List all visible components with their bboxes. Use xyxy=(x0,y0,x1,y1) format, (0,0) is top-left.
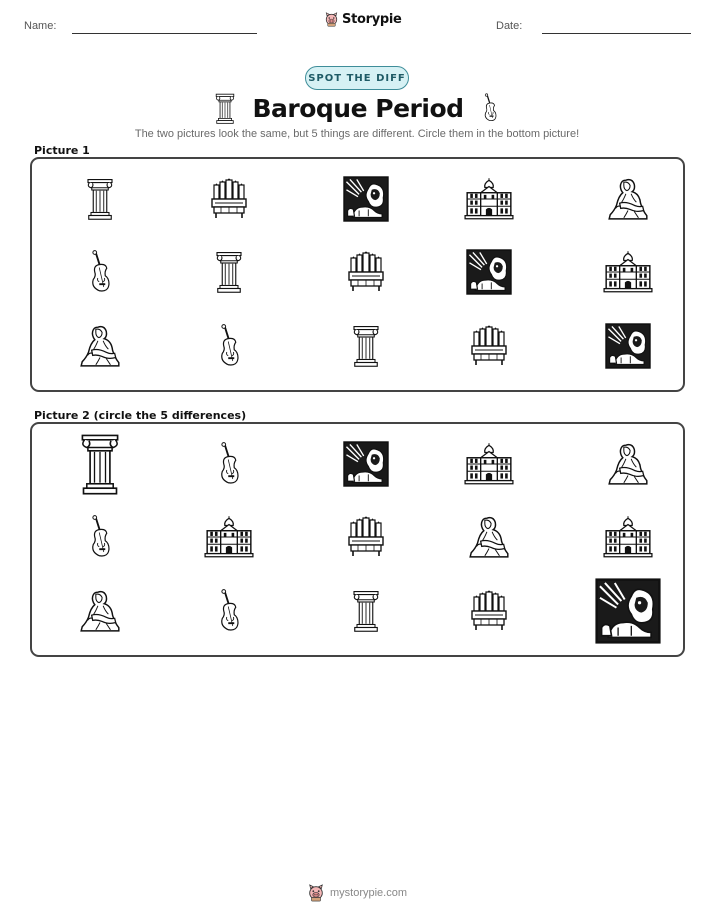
picture1-cell-1-3 xyxy=(343,176,389,222)
picture1-cell-3-5 xyxy=(605,323,651,369)
instructions: The two pictures look the same, but 5 things are different. Circle them in the bottom picture! xyxy=(134,128,580,140)
picture1-label: Picture 1 xyxy=(34,144,90,157)
picture2-cell-1-3[interactable] xyxy=(343,441,389,487)
picture2-cell-2-1[interactable] xyxy=(85,514,115,560)
violin-icon xyxy=(214,588,244,634)
column-icon xyxy=(351,322,381,370)
picture2-cell-1-1[interactable] xyxy=(78,430,122,498)
column-icon xyxy=(351,587,381,635)
picture2-cell-2-4[interactable] xyxy=(466,513,512,561)
picture2-cell-3-4[interactable] xyxy=(469,590,509,632)
date-field[interactable] xyxy=(542,33,691,34)
date-label: Date: xyxy=(496,20,523,32)
picture1-cell-1-4 xyxy=(463,178,515,220)
lion-icon xyxy=(466,249,512,295)
pieta-icon xyxy=(605,175,651,223)
organ-icon xyxy=(469,325,509,367)
violin-icon xyxy=(214,441,244,487)
footer xyxy=(0,884,714,902)
picture1-cell-3-1 xyxy=(77,322,123,370)
column-icon xyxy=(214,92,236,125)
picture1-panel xyxy=(30,157,685,392)
picture2-cell-3-5[interactable] xyxy=(595,578,661,644)
picture1-cell-2-4 xyxy=(466,249,512,295)
column-icon xyxy=(78,430,122,498)
lion-icon xyxy=(595,578,661,644)
brand-logo xyxy=(324,12,402,27)
organ-icon xyxy=(469,590,509,632)
pieta-icon xyxy=(77,587,123,635)
lion-icon xyxy=(605,323,651,369)
organ-icon xyxy=(346,516,386,558)
picture1-cell-3-4 xyxy=(469,325,509,367)
picture1-cell-2-1 xyxy=(85,249,115,295)
column-icon xyxy=(214,248,244,296)
picture2-cell-1-4[interactable] xyxy=(463,443,515,485)
palace-icon xyxy=(602,516,654,558)
page-title: Baroque Period xyxy=(252,93,464,123)
pieta-icon xyxy=(605,440,651,488)
picture1-cell-2-3 xyxy=(346,251,386,293)
pig-mascot-icon xyxy=(307,884,325,902)
picture1-cell-3-2 xyxy=(214,323,244,369)
picture2-panel[interactable] xyxy=(30,422,685,657)
picture2-cell-2-3[interactable] xyxy=(346,516,386,558)
name-label: Name: xyxy=(24,20,57,32)
pieta-icon xyxy=(466,513,512,561)
picture2-cell-2-5[interactable] xyxy=(602,516,654,558)
brand-name: Storypie xyxy=(342,12,402,27)
picture1-cell-1-2 xyxy=(209,178,249,220)
name-field[interactable] xyxy=(72,33,257,34)
picture1-cell-3-3 xyxy=(351,322,381,370)
palace-icon xyxy=(602,251,654,293)
picture2-label: Picture 2 (circle the 5 differences) xyxy=(34,409,247,422)
worksheet-header xyxy=(0,0,714,50)
picture2-cell-2-2[interactable] xyxy=(203,516,255,558)
lion-icon xyxy=(343,176,389,222)
lion-icon xyxy=(343,441,389,487)
violin-icon xyxy=(85,249,115,295)
column-icon xyxy=(85,175,115,223)
palace-icon xyxy=(463,443,515,485)
picture1-cell-1-5 xyxy=(605,175,651,223)
pieta-icon xyxy=(77,322,123,370)
violin-icon xyxy=(214,323,244,369)
activity-badge: SPOT THE DIFF xyxy=(305,66,409,90)
picture2-cell-3-2[interactable] xyxy=(214,588,244,634)
pig-mascot-icon xyxy=(324,12,339,27)
picture2-cell-3-1[interactable] xyxy=(77,587,123,635)
palace-icon xyxy=(203,516,255,558)
organ-icon xyxy=(346,251,386,293)
violin-icon xyxy=(480,93,500,123)
picture2-cell-1-5[interactable] xyxy=(605,440,651,488)
title-row xyxy=(0,90,714,126)
organ-icon xyxy=(209,178,249,220)
footer-url: mystorypie.com xyxy=(329,887,408,899)
picture1-cell-2-5 xyxy=(602,251,654,293)
violin-icon xyxy=(85,514,115,560)
picture2-cell-1-2[interactable] xyxy=(214,441,244,487)
palace-icon xyxy=(463,178,515,220)
picture1-cell-1-1 xyxy=(85,175,115,223)
picture2-cell-3-3[interactable] xyxy=(351,587,381,635)
picture1-cell-2-2 xyxy=(214,248,244,296)
